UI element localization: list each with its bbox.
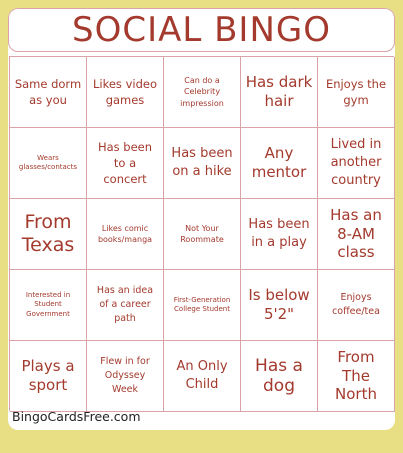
- bingo-cell[interactable]: Lived in another country: [318, 128, 395, 199]
- bingo-cell[interactable]: Likes video games: [87, 57, 164, 128]
- bingo-cell[interactable]: First-Generation College Student: [164, 270, 241, 341]
- bingo-cell[interactable]: An Only Child: [164, 341, 241, 412]
- bingo-cell[interactable]: Has been on a hike: [164, 128, 241, 199]
- bingo-cell[interactable]: Interested in Student Government: [10, 270, 87, 341]
- bingo-cell[interactable]: Is below 5'2": [241, 270, 318, 341]
- bingo-cell[interactable]: Enjoys the gym: [318, 57, 395, 128]
- bingo-cell[interactable]: Any mentor: [241, 128, 318, 199]
- bingo-cell[interactable]: Enjoys coffee/tea: [318, 270, 395, 341]
- bingo-cell[interactable]: Likes comic books/manga: [87, 199, 164, 270]
- bingo-cell[interactable]: Flew in for Odyssey Week: [87, 341, 164, 412]
- bingo-cell[interactable]: Can do a Celebrity impression: [164, 57, 241, 128]
- bingo-cell[interactable]: Has an idea of a career path: [87, 270, 164, 341]
- bingo-cell[interactable]: Has an 8-AM class: [318, 199, 395, 270]
- bingo-cell[interactable]: Has dark hair: [241, 57, 318, 128]
- bingo-cell[interactable]: Plays a sport: [10, 341, 87, 412]
- bingo-cell[interactable]: Wears glasses/contacts: [10, 128, 87, 199]
- bingo-card: [8, 8, 395, 430]
- bingo-cell[interactable]: Has been to a concert: [87, 128, 164, 199]
- bingo-grid: [9, 56, 394, 411]
- bingo-cell[interactable]: Has a dog: [241, 341, 318, 412]
- footer-credit: BingoCardsFree.com: [12, 409, 141, 424]
- bingo-cell[interactable]: Same dorm as you: [10, 57, 87, 128]
- bingo-cell[interactable]: From The North: [318, 341, 395, 412]
- card-title: SOCIAL BINGO: [71, 10, 331, 50]
- bingo-cell[interactable]: Not Your Roommate: [164, 199, 241, 270]
- bingo-cell[interactable]: Has been in a play: [241, 199, 318, 270]
- bingo-cell[interactable]: From Texas: [10, 199, 87, 270]
- title-box: [8, 8, 395, 52]
